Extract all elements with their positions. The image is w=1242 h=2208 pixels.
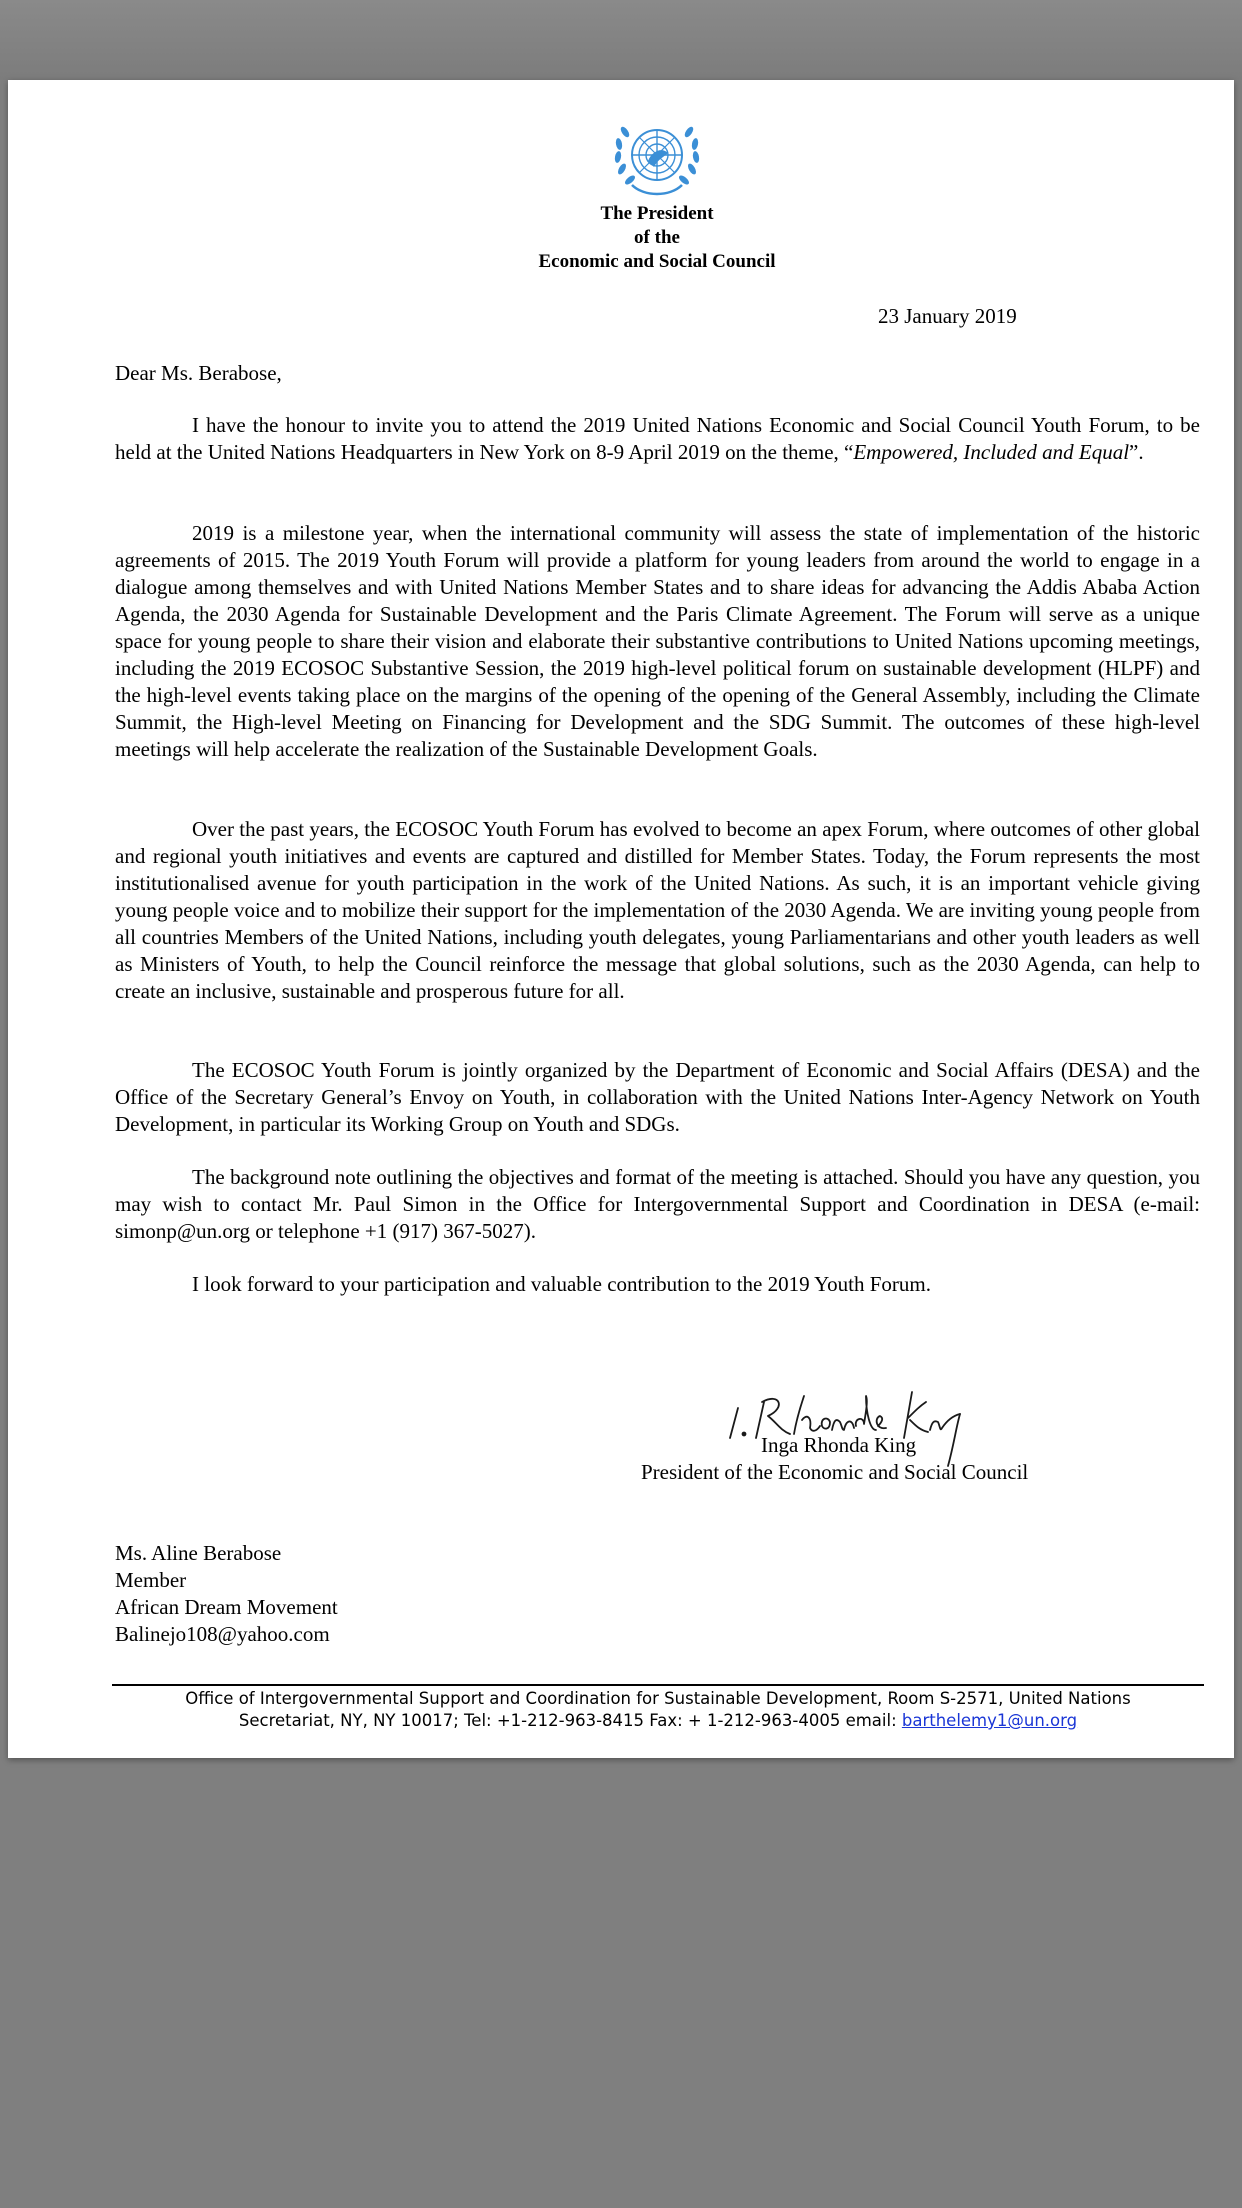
- paragraph-invitation-end: ”.: [1129, 440, 1144, 464]
- footer-line-2: [112, 1710, 1204, 1732]
- footer-contact-text: Secretariat, NY, NY 10017; Tel: +1-212-963-8415 Fax: + 1-212-963-4005 email:: [238, 1711, 902, 1730]
- paragraph-contact: The background note outlining the objectives and format of the meeting is attached. Should you have any question, you may wish to contact Mr. Paul Simon in the Office for Intergovernmental Support and Coordination in DESA (e-mail: simonp@un.org or telephone +1 (917) 367-5027).: [115, 1165, 1200, 1243]
- footer-divider: [112, 1684, 1204, 1686]
- header-line-2: of the: [634, 227, 680, 248]
- recipient-role: Member: [115, 1568, 187, 1592]
- signatory-title: President of the Economic and Social Council: [641, 1460, 1029, 1484]
- paragraph-milestone: 2019 is a milestone year, when the international community will assess the state of implementation of the historic agreements of 2015. The 2019 Youth Forum will provide a platform for young leaders from around the world to engage in a dialogue among themselves and with United Nations Member States and to share ideas for advancing the Addis Ababa Action Agenda, the 2030 Agenda for Sustainable Development and the Paris Climate Agreement. The Forum will serve as a unique space for young people to share their vision and elaborate their substantive contributions to United Nations upcoming meetings, including the 2019 ECOSOC Substantive Session, the 2019 high-level political forum on sustainable development (HLPF) and the high-level events taking place on the margins of the opening of the opening of the General Assembly, including the Climate Summit, the High-level Meeting on Financing for Development and the SDG Summit. The outcomes of these high-level meetings will help accelerate the realization of the Sustainable Development Goals.: [115, 521, 1200, 761]
- paragraph-closing: I look forward to your participation and valuable contribution to the 2019 Youth Forum.: [192, 1272, 931, 1296]
- forum-theme: Empowered, Included and Equal: [853, 440, 1130, 464]
- paragraph-invitation: [115, 412, 1200, 466]
- recipient-name: Ms. Aline Berabose: [115, 1541, 282, 1565]
- header-line-1: The President: [600, 203, 714, 224]
- header-line-3: Economic and Social Council: [538, 251, 776, 272]
- un-emblem-icon: [608, 115, 706, 201]
- recipient-email: Balinejo108@yahoo.com: [115, 1622, 330, 1646]
- letter-date: 23 January 2019: [878, 304, 1017, 328]
- salutation: Dear Ms. Berabose,: [115, 361, 282, 385]
- recipient-organization: African Dream Movement: [115, 1595, 338, 1619]
- screen-top-shade: [0, 0, 1242, 80]
- paragraph-organizers: The ECOSOC Youth Forum is jointly organized by the Department of Economic and Social Affairs (DESA) and the Office of the Secretary General’s Envoy on Youth, in collaboration with the United Nations Inter-Agency Network on Youth Development, in particular its Working Group on Youth and SDGs.: [115, 1058, 1200, 1136]
- footer-email-link[interactable]: barthelemy1@un.org: [901, 1711, 1078, 1730]
- paragraph-youth-forum: Over the past years, the ECOSOC Youth Forum has evolved to become an apex Forum, where outcomes of other global and regional youth initiatives and events are captured and distilled for Member States. Today, the Forum represents the most institutionalised avenue for youth participation in the work of the United Nations. As such, it is an important vehicle giving young people voice and to mobilize their support for the implementation of the 2030 Agenda. We are inviting young people from all countries Members of the United Nations, including youth delegates, young Parliamentarians and other youth leaders as well as Ministers of Youth, to help the Council reinforce the message that global solutions, such as the 2030 Agenda, can help to create an inclusive, sustainable and prosperous future for all.: [115, 817, 1200, 1003]
- signatory-name: Inga Rhonda King: [761, 1433, 917, 1457]
- footer-line-1: Office of Intergovernmental Support and Coordination for Sustainable Development, Room S-2571, United Nations: [185, 1689, 1131, 1708]
- paragraph-invitation-text: I have the honour to invite you to attend the 2019 United Nations Economic and Social Council Youth Forum, to be held at the United Nations Headquarters in New York on 8-9 April 2019 on the theme, “: [115, 413, 1200, 464]
